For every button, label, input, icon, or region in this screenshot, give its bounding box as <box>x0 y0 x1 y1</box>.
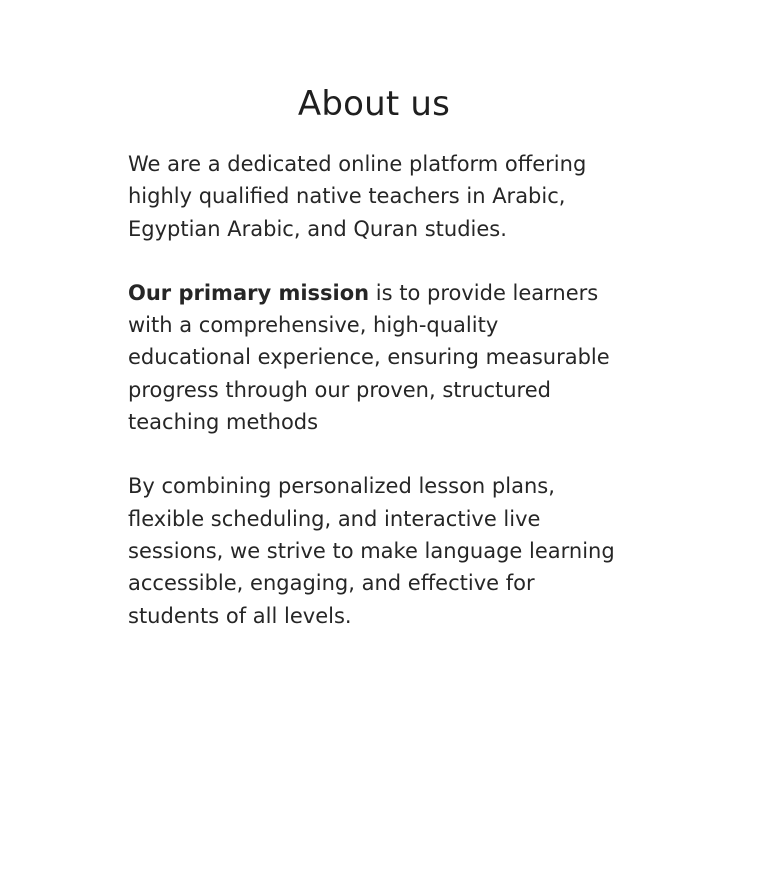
page-title: About us <box>297 84 451 124</box>
mission-text: is to provide learners with a comprehensive, high-quality educational experience, ensuring measurable progress through our proven, structured teaching methods <box>128 280 610 435</box>
mission-paragraph <box>128 277 618 438</box>
about-section <box>128 82 628 632</box>
approach-paragraph: By combining personalized lesson plans, flexible scheduling, and interactive live sessions, we strive to make language learning accessible, engaging, and effective for students of all levels. <box>128 474 615 628</box>
intro-paragraph: We are a dedicated online platform offering highly qualified native teachers in Arabic, Egyptian Arabic, and Quran studies. <box>128 152 587 241</box>
mission-heading: Our primary mission <box>128 280 370 305</box>
